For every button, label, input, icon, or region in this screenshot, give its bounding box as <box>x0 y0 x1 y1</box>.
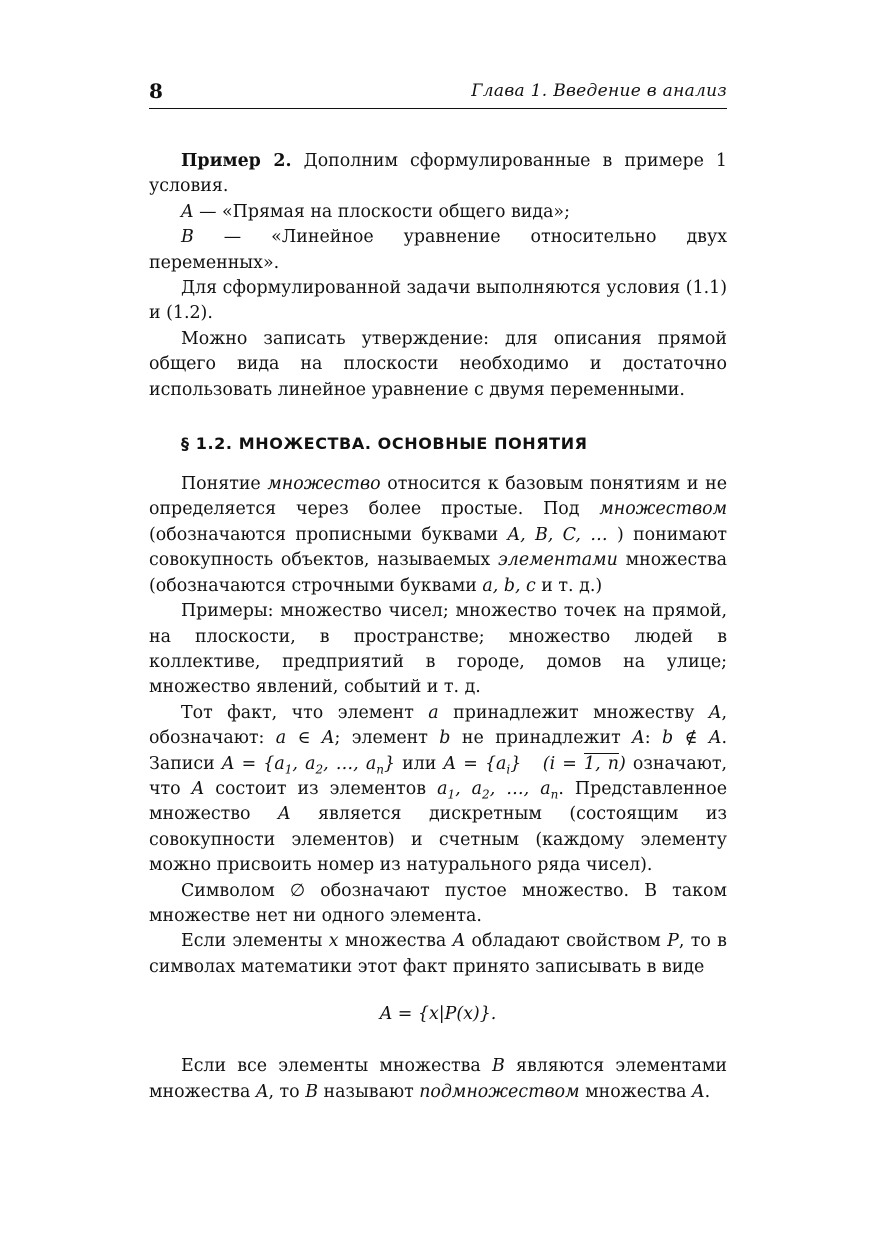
empty-set-symbol: ∅ <box>289 880 306 901</box>
term-subset: подмножеством <box>419 1081 580 1102</box>
example-intro <box>149 149 727 200</box>
paragraph-subset: Если все элементы множества B являются элементами множества A, то B называют подмножеством множества A. <box>149 1056 728 1102</box>
term-elements: элементами <box>498 550 618 571</box>
example-intro-text: Дополним сформулированные в примере 1 условия. <box>149 151 727 197</box>
example-statement: Можно записать утверждение: для описания прямой общего вида на плоскости необходимо и достаточно использовать линейное уравнение с двумя переменными. <box>149 328 727 400</box>
condition-b <box>149 225 727 276</box>
page-number: 8 <box>149 79 163 103</box>
section-heading: § 1.2. МНОЖЕСТВА. ОСНОВНЫЕ ПОНЯТИЯ <box>181 434 588 454</box>
math-belongs: a ∈ A <box>275 728 335 749</box>
condition-a-text: — «Прямая на плоскости общего вида»; <box>199 201 570 222</box>
example-conclusion: Для сформулированной задачи выполняются условия (1.1) и (1.2). <box>149 278 728 324</box>
display-formula <box>149 1002 727 1027</box>
math-element-list: $a_1$, $a_2$, …, $a_n$ <box>437 778 559 802</box>
math-set-indexed: $A = \{a_i\}$ <box>443 753 522 776</box>
term-set-instr: множеством <box>599 499 727 520</box>
condition-b-symbol: B <box>181 227 194 248</box>
paragraph-empty-set: Символом ∅ обозначают пустое множество. В таком множестве нет ни одного элемента. <box>149 880 727 926</box>
condition-a <box>149 200 727 225</box>
condition-b-text: — «Линейное уравнение относительно двух переменных». <box>149 227 728 273</box>
example-label: Пример 2. <box>181 151 292 171</box>
math-lowercase: a, b, c <box>482 575 536 596</box>
running-header <box>149 78 727 109</box>
paragraph-set-definition: Понятие множество относится к базовым понятиям и не определяется через более простые. Под множеством (обозначаются прописными буквами A, B, C, … ) понимают совокупность объектов, называемых элементами множества (обозначаются строчными буквами a, b, c и т. д.) <box>149 474 727 596</box>
term-set: множество <box>267 474 381 495</box>
formula-set-builder: A = {x|P(x)}. <box>379 1004 497 1025</box>
math-not-belongs: b ∉ A <box>662 728 722 749</box>
math-set-enumeration: $A = \{a_1$, $a_2$, …, $a_n$} <box>221 753 396 776</box>
math-capitals: A, B, C, … <box>507 524 608 545</box>
math-index-range: (i = 1, n) <box>542 753 626 774</box>
condition-a-symbol: A <box>181 201 194 222</box>
chapter-title: Глава 1. Введение в анализ <box>471 81 727 101</box>
paragraph-membership: Тот факт, что элемент a принадлежит множеству A, обозначают: a ∈ A; элемент b не принадлежит A: b ∉ A. Записи $A = \{a_1$, $a_2$, …, $a_n$} или $A = \{a_i\}$ (i = 1, n) означают, что A состоит из элементов $a_1$, $a_2$, …, $a_n$. Представленное множество A является дискретным (состоящим из совокупности элементов) и счетным (каждому элементу можно присвоить номер из натурального ряда чисел). <box>149 702 727 876</box>
paragraph-examples: Примеры: множество чисел; множество точек на прямой, на плоскости, в пространстве; множество людей в коллективе, предприятий в городе, домов на улице; множество явлений, событий и т. д. <box>149 601 727 698</box>
paragraph-property: Если элементы x множества A обладают свойством P, то в символах математики этот факт принято записывать в виде <box>149 931 727 977</box>
page-body <box>149 149 727 1105</box>
